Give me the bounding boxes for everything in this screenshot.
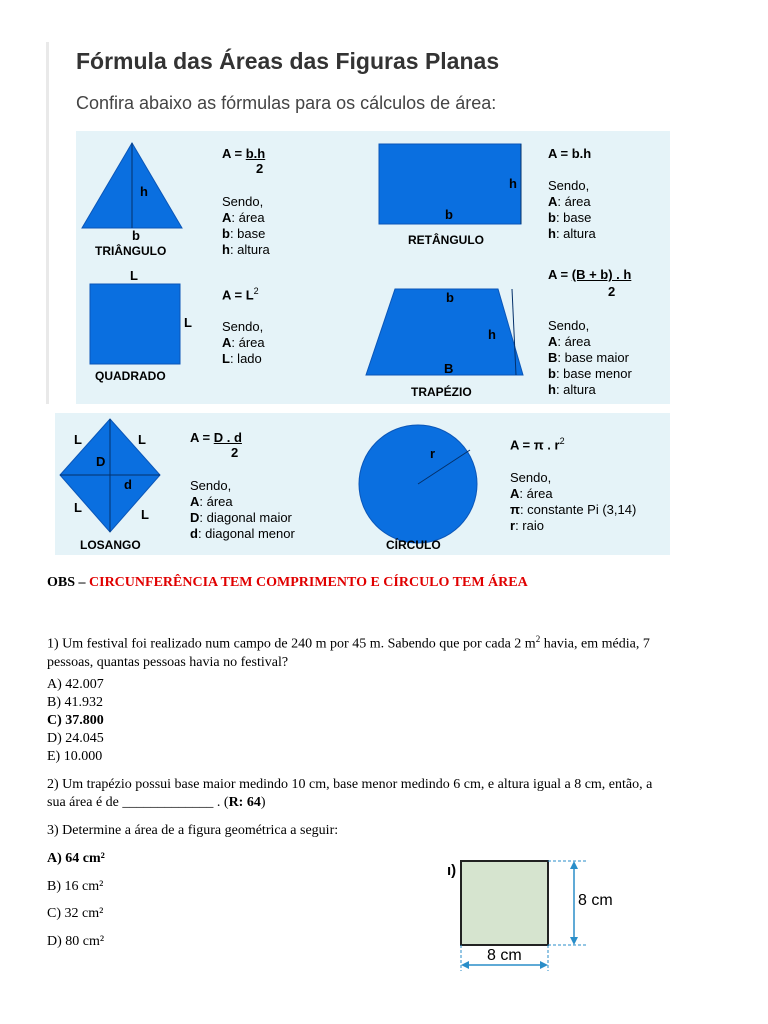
square-label-top: L bbox=[130, 268, 138, 283]
formula-text: A = L bbox=[222, 287, 254, 303]
page-subtitle: Confira abaixo as fórmulas para os cálculos de área: bbox=[76, 93, 497, 113]
legend-key: B bbox=[548, 350, 558, 365]
legend-value: : base maior bbox=[557, 350, 629, 365]
rhombus-legend bbox=[190, 494, 295, 542]
q3-square-figure bbox=[440, 855, 640, 977]
legend-key: A bbox=[510, 486, 520, 501]
legend-key: A bbox=[222, 210, 232, 225]
triangle-formula bbox=[222, 146, 265, 161]
question-3-text: 3) Determine a área de a figura geométrica a seguir: bbox=[47, 823, 339, 838]
circle-sendo: Sendo, bbox=[510, 470, 552, 485]
legend-value: : área bbox=[199, 494, 233, 509]
legend-value: : área bbox=[231, 210, 265, 225]
triangle-formula-den: 2 bbox=[256, 161, 264, 176]
square-caption: QUADRADO bbox=[95, 369, 166, 383]
rhombus-label-L-bl: L bbox=[74, 500, 82, 515]
q3-arrow-down bbox=[570, 937, 578, 945]
legend-key: π bbox=[510, 502, 520, 517]
q3-arrow-right bbox=[540, 961, 548, 969]
obs-prefix: OBS – bbox=[47, 575, 90, 590]
q3-corner-label: ı) bbox=[447, 862, 457, 879]
q3-bottom-label: 8 cm bbox=[487, 947, 522, 964]
formula-numerator: b.h bbox=[245, 146, 266, 161]
square-legend bbox=[222, 335, 265, 367]
triangle-legend bbox=[222, 210, 270, 258]
q3-option-d[interactable]: D) 80 cm² bbox=[47, 934, 105, 949]
q2-line-2 bbox=[47, 794, 737, 812]
formula-prefix: A = bbox=[190, 430, 214, 445]
q3-square bbox=[461, 861, 548, 945]
q3-option-b[interactable]: B) 16 cm² bbox=[47, 879, 104, 894]
formula-numerator: D . d bbox=[213, 430, 242, 445]
q1-text-c: pessoas, quantas pessoas havia no festival? bbox=[47, 654, 289, 670]
formula-prefix: A = bbox=[222, 146, 246, 161]
legend-value: : altura bbox=[229, 242, 270, 257]
question-1-options bbox=[47, 676, 104, 766]
circle-caption: CÍRCULO bbox=[386, 538, 441, 552]
legend-key: d bbox=[190, 526, 198, 541]
legend-key: A bbox=[222, 335, 232, 350]
legend-value: : área bbox=[519, 486, 553, 501]
q1-option-d[interactable]: D) 24.045 bbox=[47, 731, 104, 746]
legend-key: h bbox=[222, 242, 230, 257]
circle-label-r: r bbox=[430, 446, 436, 461]
q2-line-2-text: sua área é de _____________ . ( bbox=[47, 795, 229, 810]
q3-option-a[interactable]: A) 64 cm² bbox=[47, 851, 105, 866]
obs-text: CIRCUNFERÊNCIA TEM COMPRIMENTO E CÍRCULO TEM ÁREA bbox=[89, 575, 528, 590]
legend-value: : diagonal maior bbox=[199, 510, 292, 525]
circle-legend bbox=[510, 486, 636, 534]
rhombus-label-L-br: L bbox=[141, 507, 149, 522]
rectangle-formula: A = b.h bbox=[548, 146, 592, 161]
legend-value: : altura bbox=[555, 226, 596, 241]
q1-option-a[interactable]: A) 42.007 bbox=[47, 677, 104, 692]
legend-key: L bbox=[222, 351, 230, 366]
rhombus-caption: LOSANGO bbox=[80, 538, 141, 552]
rectangle-sendo: Sendo, bbox=[548, 178, 590, 193]
formula-numerator: (B + b) . h bbox=[571, 267, 632, 282]
legend-value: : base menor bbox=[555, 366, 632, 381]
q1-text-a: 1) Um festival foi realizado num campo de 240 m por 45 m. Sabendo que por cada 2 m bbox=[47, 636, 536, 652]
legend-value: : base bbox=[229, 226, 266, 241]
trapezoid-legend bbox=[548, 334, 632, 398]
question-1 bbox=[47, 630, 727, 672]
legend-value: : raio bbox=[515, 518, 544, 533]
legend-key: b bbox=[548, 366, 556, 381]
q2-close: ) bbox=[260, 795, 266, 810]
legend-key: D bbox=[190, 510, 200, 525]
square-formula bbox=[222, 286, 259, 302]
triangle-label-b: b bbox=[132, 228, 140, 243]
q1-option-e[interactable]: E) 10.000 bbox=[47, 749, 103, 764]
trapezoid-label-B: B bbox=[444, 361, 454, 376]
legend-key: A bbox=[190, 494, 200, 509]
legend-key: A bbox=[548, 194, 558, 209]
legend-key: r bbox=[510, 518, 516, 533]
legend-value: : base bbox=[555, 210, 592, 225]
legend-key: A bbox=[548, 334, 558, 349]
legend-key: b bbox=[548, 210, 556, 225]
triangle-sendo: Sendo, bbox=[222, 194, 264, 209]
trapezoid-label-b: b bbox=[446, 290, 454, 305]
q3-option-c[interactable]: C) 32 cm² bbox=[47, 906, 104, 921]
legend-value: : área bbox=[557, 334, 591, 349]
formula-exponent: 2 bbox=[253, 286, 259, 296]
formula-exponent: 2 bbox=[559, 436, 565, 446]
trapezoid-formula bbox=[548, 267, 631, 282]
circle-formula bbox=[510, 436, 565, 452]
q3-arrow-up bbox=[570, 861, 578, 869]
question-2 bbox=[47, 776, 737, 812]
rhombus-label-L-tr: L bbox=[138, 432, 146, 447]
page-title: Fórmula das Áreas das Figuras Planas bbox=[76, 48, 500, 74]
legend-value: : altura bbox=[555, 382, 596, 397]
q1-text-b: havia, em média, 7 bbox=[540, 636, 650, 652]
q1-superscript: 2 bbox=[535, 634, 541, 644]
rhombus-label-D: D bbox=[96, 454, 106, 469]
rhombus-formula-den: 2 bbox=[231, 445, 239, 460]
square-shape bbox=[90, 284, 180, 364]
legend-value: : área bbox=[557, 194, 591, 209]
legend-value: : lado bbox=[229, 351, 262, 366]
square-sendo: Sendo, bbox=[222, 319, 264, 334]
legend-value: : diagonal menor bbox=[197, 526, 295, 541]
legend-value: : área bbox=[231, 335, 265, 350]
triangle-caption: TRIÂNGULO bbox=[95, 244, 167, 258]
rectangle-legend bbox=[548, 194, 596, 242]
rhombus-label-L-tl: L bbox=[74, 432, 82, 447]
legend-value: : constante Pi (3,14) bbox=[519, 502, 637, 517]
obs-note bbox=[47, 574, 528, 592]
rectangle-label-b: b bbox=[445, 207, 453, 222]
trapezoid-caption: TRAPÉZIO bbox=[411, 385, 472, 399]
q1-option-c[interactable]: C) 37.800 bbox=[47, 713, 104, 728]
rhombus-formula bbox=[190, 430, 242, 445]
rectangle-caption: RETÂNGULO bbox=[408, 233, 484, 247]
rhombus-sendo: Sendo, bbox=[190, 478, 232, 493]
legend-key: h bbox=[548, 226, 556, 241]
q2-answer: R: 64 bbox=[228, 795, 261, 810]
trapezoid-formula-den: 2 bbox=[608, 284, 616, 299]
question-1-text bbox=[47, 630, 727, 654]
rhombus-label-d: d bbox=[124, 477, 132, 492]
triangle-label-h: h bbox=[140, 184, 148, 199]
rectangle-label-h: h bbox=[509, 176, 517, 191]
trapezoid-sendo: Sendo, bbox=[548, 318, 590, 333]
q2-line-1: 2) Um trapézio possui base maior medindo 10 cm, base menor medindo 6 cm, e altura igual a 8 cm, então, a bbox=[47, 777, 653, 792]
q3-arrow-left bbox=[461, 961, 469, 969]
q3-side-label: 8 cm bbox=[578, 892, 613, 909]
formula-text: A = π . r bbox=[510, 437, 560, 453]
legend-key: h bbox=[548, 382, 556, 397]
square-label-right: L bbox=[184, 315, 192, 330]
legend-key: b bbox=[222, 226, 230, 241]
trapezoid-label-h: h bbox=[488, 327, 496, 342]
formula-prefix: A = bbox=[548, 267, 572, 282]
q1-option-b[interactable]: B) 41.932 bbox=[47, 695, 103, 710]
